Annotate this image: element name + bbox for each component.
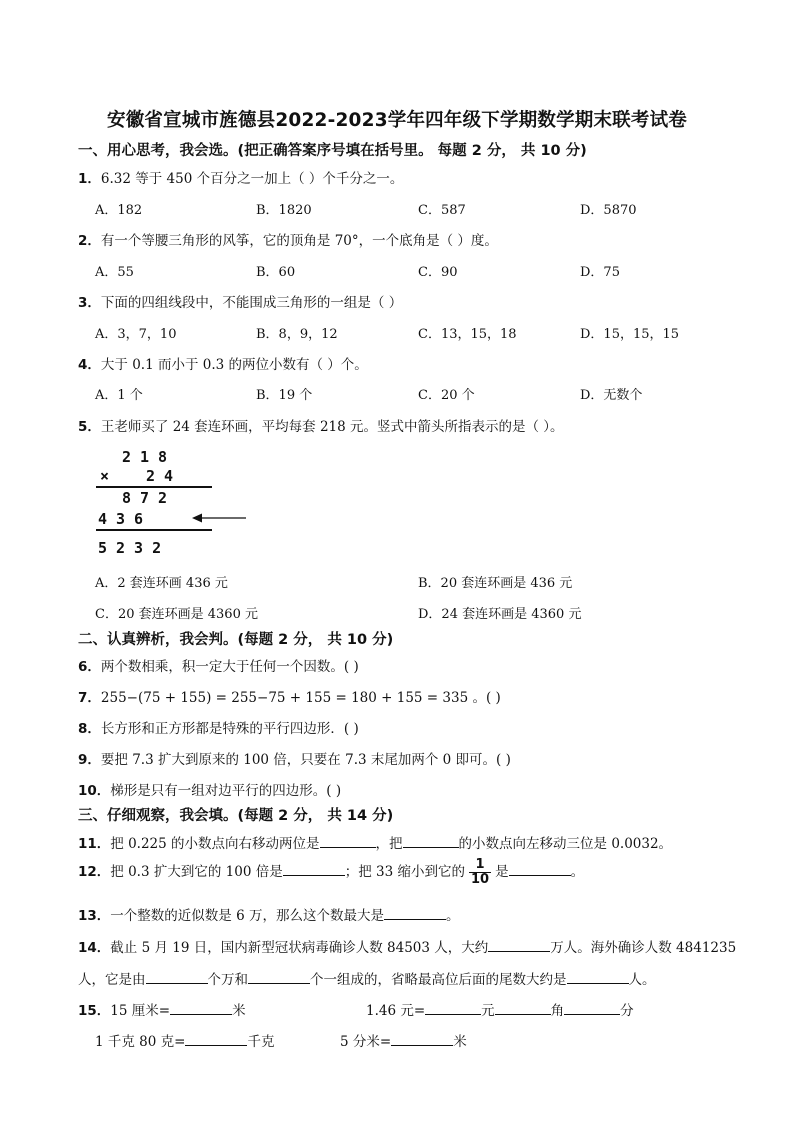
q2-option-b[interactable]: B．60 (256, 265, 296, 280)
question-text: 梯形是只有一组对边平行的四边形。( ) (110, 783, 342, 799)
question-14-line-2 (78, 968, 656, 988)
question-11 (78, 832, 672, 852)
question-text: 两个数相乘，积一定大于任何一个因数。( ) (100, 659, 359, 675)
calc-product: 5232 (98, 539, 171, 557)
question-text: 长方形和正方形都是特殊的平行四边形．( ) (100, 721, 359, 737)
question-text: 王老师买了 24 套连环画，平均每套 218 元。竖式中箭头所指表示的是（ ）。 (100, 419, 564, 435)
question-text: 下面的四组线段中，不能围成三角形的一组是（ ） (100, 295, 403, 311)
fraction-one-tenth (469, 858, 491, 887)
question-6 (78, 655, 359, 675)
question-text: 的小数点向左移动三位是 0.0032。 (458, 836, 673, 852)
question-2 (78, 229, 498, 249)
question-text: 6.32 等于 450 个百分之一加上（ ）个千分之一。 (100, 171, 404, 187)
question-number: 15． (78, 1003, 111, 1019)
question-7 (78, 686, 501, 706)
answer-blank[interactable] (403, 834, 459, 848)
question-text: 是 (495, 864, 509, 880)
question-number: 8． (78, 721, 101, 737)
q3-option-c[interactable]: C．13，15，18 (418, 327, 517, 342)
q4-option-a[interactable]: A．1 个 (95, 388, 143, 403)
question-4 (78, 353, 368, 373)
calc-partial-2: 436 (98, 510, 153, 528)
question-15-b (366, 999, 634, 1019)
multiply-sign: × (100, 467, 110, 485)
question-number: 14． (78, 940, 111, 956)
q3-option-a[interactable]: A．3，7，10 (95, 327, 177, 342)
question-8 (78, 717, 359, 737)
answer-blank[interactable] (170, 1001, 232, 1015)
question-text: 千克 (247, 1034, 275, 1050)
question-text: 米 (453, 1034, 467, 1050)
calc-partial-1: 872 (122, 489, 177, 507)
question-number: 1． (78, 171, 101, 187)
page-title: 安徽省宣城市旌德县2022-2023学年四年级下学期数学期末联考试卷 (107, 110, 687, 131)
question-text: 5 分米= (340, 1034, 392, 1050)
answer-blank[interactable] (384, 906, 446, 920)
q4-option-c[interactable]: C．20 个 (418, 388, 475, 403)
question-text: 个万和 (207, 972, 248, 988)
section-1-heading: 一、用心思考，我会选。(把正确答案序号填在括号里。 每题 2 分， 共 10 分) (78, 143, 587, 159)
fraction-denominator: 10 (470, 872, 490, 887)
question-number: 10． (78, 783, 111, 799)
q2-option-c[interactable]: C．90 (418, 265, 458, 280)
calc-multiplicand: 218 (122, 448, 177, 466)
fraction-numerator: 1 (469, 858, 491, 873)
question-15 (78, 999, 246, 1019)
answer-blank[interactable] (248, 970, 310, 984)
answer-blank[interactable] (509, 862, 571, 876)
question-text: 分 (620, 1003, 634, 1019)
answer-blank[interactable] (185, 1032, 247, 1046)
answer-blank[interactable] (564, 1001, 620, 1015)
question-text: 有一个等腰三角形的风筝，它的顶角是 70°，一个底角是（ ）度。 (100, 233, 498, 249)
q2-option-d[interactable]: D．75 (580, 265, 620, 280)
question-text: 1 千克 80 克= (95, 1034, 186, 1050)
answer-blank[interactable] (495, 1001, 551, 1015)
question-text: 把 0.225 的小数点向右移动两位是 (110, 836, 320, 852)
question-15-c (95, 1030, 274, 1050)
question-number: 11． (78, 836, 111, 852)
question-14 (78, 936, 736, 956)
question-text: 截止 5 月 19 日，国内新型冠状病毒确诊人数 84503 人，大约 (110, 940, 489, 956)
section-2-heading: 二、认真辨析，我会判。(每题 2 分， 共 10 分) (78, 632, 394, 648)
answer-blank[interactable] (391, 1032, 453, 1046)
q3-option-b[interactable]: B．8，9，12 (256, 327, 338, 342)
question-number: 12． (78, 864, 111, 880)
question-number: 5． (78, 419, 101, 435)
answer-blank[interactable] (146, 970, 208, 984)
question-text: 大于 0.1 而小于 0.3 的两位小数有（ ）个。 (100, 357, 368, 373)
question-text: 15 厘米= (110, 1003, 171, 1019)
answer-blank[interactable] (283, 862, 345, 876)
question-number: 13． (78, 908, 111, 924)
question-3 (78, 291, 402, 311)
question-10 (78, 779, 341, 799)
calc-multiplier: 24 (146, 467, 183, 485)
q5-option-c[interactable]: C．20 套连环画是 4360 元 (95, 607, 258, 622)
question-text: 。 (570, 864, 585, 880)
q1-option-d[interactable]: D．5870 (580, 203, 637, 218)
question-text: 元 (481, 1003, 495, 1019)
question-text: 万人。海外确诊人数 4841235 (550, 940, 737, 956)
question-text: 米 (232, 1003, 246, 1019)
question-15-d (340, 1030, 467, 1050)
question-text: 要把 7.3 扩大到原来的 100 倍，只要在 7.3 末尾加两个 0 即可。( ) (100, 752, 511, 768)
answer-blank[interactable] (567, 970, 629, 984)
question-number: 2． (78, 233, 101, 249)
question-number: 6． (78, 659, 101, 675)
q5-option-a[interactable]: A．2 套连环画 436 元 (95, 576, 228, 591)
question-text: 255−(75 + 155) = 255−75 + 155 = 180 + 155 = 335 。( ) (100, 690, 501, 706)
question-text: 角 (550, 1003, 565, 1019)
question-text: 。 (445, 908, 460, 924)
question-text: 把 0.3 扩大到它的 100 倍是 (110, 864, 283, 880)
q1-option-a[interactable]: A．182 (95, 203, 143, 218)
question-text: 1.46 元= (366, 1003, 426, 1019)
calc-rule-2 (96, 529, 212, 531)
question-number: 4． (78, 357, 101, 373)
section-3-heading: 三、仔细观察，我会填。(每题 2 分， 共 14 分) (78, 808, 394, 824)
calc-rule-1 (96, 486, 212, 488)
q5-option-d[interactable]: D．24 套连环画是 4360 元 (418, 607, 582, 622)
q3-option-d[interactable]: D．15，15，15 (580, 327, 680, 342)
answer-blank[interactable] (488, 938, 550, 952)
question-text: 一个整数的近似数是 6 万，那么这个数最大是 (110, 908, 384, 924)
question-1 (78, 167, 403, 187)
q5-option-b[interactable]: B．20 套连环画是 436 元 (418, 576, 573, 591)
question-text: 个一组成的，省略最高位后面的尾数大约是 (310, 972, 567, 988)
question-number: 7． (78, 690, 101, 706)
q2-option-a[interactable]: A．55 (95, 265, 134, 280)
q1-option-b[interactable]: B．1820 (256, 203, 312, 218)
question-5 (78, 415, 564, 435)
q4-option-d[interactable]: D．无数个 (580, 388, 643, 403)
question-12 (78, 858, 584, 887)
question-number: 9． (78, 752, 101, 768)
question-text: ；把 33 缩小到它的 (344, 864, 465, 880)
answer-blank[interactable] (425, 1001, 481, 1015)
question-text: 人。 (628, 972, 656, 988)
question-9 (78, 748, 511, 768)
question-text: ，把 (375, 836, 403, 852)
question-text: 人，它是由 (78, 972, 146, 988)
question-13 (78, 904, 459, 924)
q1-option-c[interactable]: C．587 (418, 203, 466, 218)
question-number: 3． (78, 295, 101, 311)
arrow-left-icon (190, 510, 248, 526)
answer-blank[interactable] (320, 834, 376, 848)
q4-option-b[interactable]: B．19 个 (256, 388, 313, 403)
